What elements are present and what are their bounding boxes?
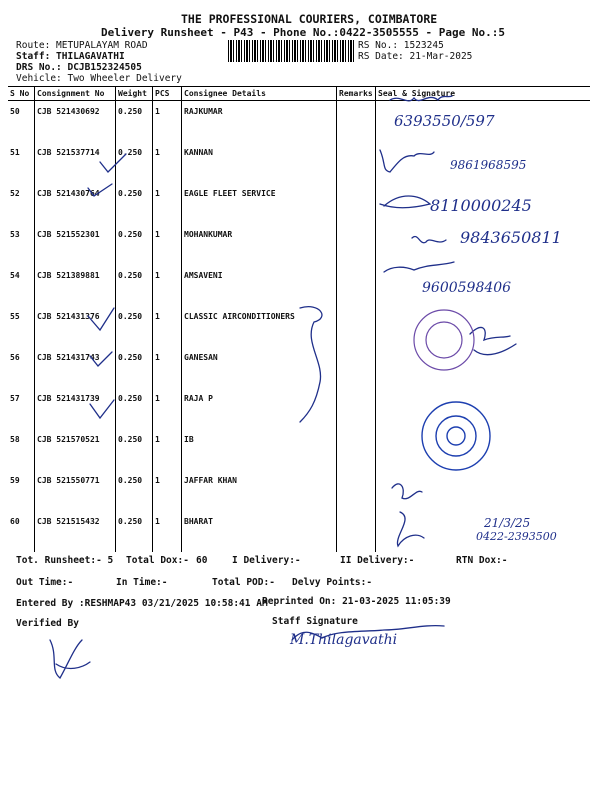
staff-text: Staff: THILAGAVATHI bbox=[16, 51, 125, 62]
rtn-dox: RTN Dox:- bbox=[456, 555, 508, 566]
row-pcs: 1 bbox=[153, 183, 182, 224]
col-weight: Weight bbox=[116, 87, 153, 101]
col-pcs: PCS bbox=[153, 87, 182, 101]
route-text: Route: METUPALAYAM ROAD bbox=[16, 40, 148, 51]
tick-mark bbox=[90, 352, 112, 366]
row-consignment-no: CJB 521431743 bbox=[35, 347, 116, 388]
row-consignee: KANNAN bbox=[182, 142, 337, 183]
row-consignee: RAJA P bbox=[182, 388, 337, 429]
bracket-mark bbox=[300, 307, 322, 422]
tot-runsheet: Tot. Runsheet:- 5 bbox=[16, 555, 114, 566]
tick-mark bbox=[90, 400, 114, 418]
col-consignee: Consignee Details bbox=[182, 87, 337, 101]
signature-56 bbox=[470, 327, 516, 354]
signature-60 bbox=[397, 512, 424, 546]
row-sno: 55 bbox=[10, 311, 20, 321]
handwritten-phone-60: 0422-2393500 bbox=[476, 530, 557, 543]
row-consignment-no: CJB 521431739 bbox=[35, 388, 116, 429]
row-consignment-no: CJB 521552301 bbox=[35, 224, 116, 265]
total-dox-label: Total Dox:- bbox=[126, 555, 189, 566]
row-consignment-no: CJB 521431376 bbox=[35, 306, 116, 347]
tick-mark bbox=[88, 308, 114, 330]
signature-54 bbox=[384, 262, 454, 272]
row-weight: 0.250 bbox=[116, 224, 153, 265]
rs-date: RS Date: 21-Mar-2025 bbox=[358, 51, 473, 62]
row-pcs: 1 bbox=[153, 142, 182, 183]
reprinted-on: Reprinted On: 21-03-2025 11:05:39 bbox=[262, 596, 451, 607]
row-sno: 59 bbox=[10, 475, 20, 485]
row-weight: 0.250 bbox=[116, 470, 153, 511]
entered-by: Entered By :RESHMAP43 03/21/2025 10:58:41 AM bbox=[16, 598, 268, 609]
handwritten-phone-53: 9843650811 bbox=[460, 228, 562, 247]
drs-number: DRS No.: DCJB152324505 bbox=[16, 62, 142, 73]
row-pcs: 1 bbox=[153, 470, 182, 511]
row-consignee: AMSAVENI bbox=[182, 265, 337, 306]
handwritten-phone-50: 6393550/597 bbox=[394, 112, 495, 130]
signature-52 bbox=[380, 196, 430, 208]
signature-51 bbox=[380, 150, 434, 172]
row-pcs: 1 bbox=[153, 511, 182, 552]
row-consignment-no: CJB 521515432 bbox=[35, 511, 116, 552]
row-pcs: 1 bbox=[153, 101, 182, 142]
delvy-points: Delvy Points:- bbox=[292, 577, 373, 588]
row-consignee: IB bbox=[182, 429, 337, 470]
row-sno: 60 bbox=[10, 516, 20, 526]
handwritten-phone-52: 8110000245 bbox=[430, 196, 532, 215]
signature-53 bbox=[412, 236, 446, 242]
handwritten-phone-51: 9861968595 bbox=[450, 158, 527, 172]
row-pcs: 1 bbox=[153, 224, 182, 265]
row-consignee: BHARAT bbox=[182, 511, 337, 552]
staff-signature-name: M.Thilagavathi bbox=[290, 632, 398, 648]
row-sno: 52 bbox=[10, 188, 20, 198]
signature-50 bbox=[390, 96, 452, 101]
row-consignee: GANESAN bbox=[182, 347, 337, 388]
col-sno: S No bbox=[8, 87, 35, 101]
runsheet-subtitle: Delivery Runsheet - P43 - Phone No.:0422-3505555 - Page No.:5 bbox=[101, 26, 505, 39]
row-consignment-no: CJB 521570521 bbox=[35, 429, 116, 470]
row-pcs: 1 bbox=[153, 347, 182, 388]
total-dox-value: 60 bbox=[196, 555, 208, 566]
row-consignment-no: CJB 521537714 bbox=[35, 142, 116, 183]
tick-mark bbox=[100, 154, 126, 172]
row-sno: 54 bbox=[10, 270, 20, 280]
col-consignment: Consignment No bbox=[35, 87, 116, 101]
signature-59 bbox=[392, 484, 422, 499]
total-pod: Total POD:- bbox=[212, 577, 275, 588]
row-pcs: 1 bbox=[153, 388, 182, 429]
company-seal-stamp bbox=[414, 310, 474, 370]
row-sno: 53 bbox=[10, 229, 20, 239]
row-sno: 56 bbox=[10, 352, 20, 362]
row-weight: 0.250 bbox=[116, 183, 153, 224]
row-consignment-no: CJB 521550771 bbox=[35, 470, 116, 511]
row-consignee: EAGLE FLEET SERVICE bbox=[182, 183, 337, 224]
row-consignee: JAFFAR KHAN bbox=[182, 470, 337, 511]
row-pcs: 1 bbox=[153, 306, 182, 347]
row-weight: 0.250 bbox=[116, 142, 153, 183]
row-pcs: 1 bbox=[153, 265, 182, 306]
company-title: THE PROFESSIONAL COURIERS, COIMBATORE bbox=[181, 12, 438, 26]
row-weight: 0.250 bbox=[116, 265, 153, 306]
row-sno: 50 bbox=[10, 107, 20, 116]
handwritten-date-60: 21/3/25 bbox=[484, 516, 531, 530]
row-weight: 0.250 bbox=[116, 306, 153, 347]
row-weight: 0.250 bbox=[116, 429, 153, 470]
col-seal-signature: Seal & Signature bbox=[376, 87, 591, 101]
row-weight: 0.250 bbox=[116, 388, 153, 429]
bank-seal-stamp bbox=[422, 402, 490, 470]
row-consignee: CLASSIC AIRCONDITIONERS bbox=[182, 306, 337, 347]
col-remarks: Remarks bbox=[337, 87, 376, 101]
row-sno: 51 bbox=[10, 147, 20, 157]
row-consignment-no: CJB 521430692 bbox=[35, 101, 116, 142]
row-consignment-no: CJB 521430764 bbox=[35, 183, 116, 224]
staff-signature-label: Staff Signature bbox=[272, 616, 358, 627]
row-sno: 58 bbox=[10, 434, 20, 444]
tick-mark bbox=[88, 184, 112, 196]
row-consignment-no: CJB 521389881 bbox=[35, 265, 116, 306]
handwritten-phone-54: 9600598406 bbox=[422, 280, 512, 296]
rs-number: RS No.: 1523245 bbox=[358, 40, 444, 51]
row-weight: 0.250 bbox=[116, 347, 153, 388]
row-consignee: MOHANKUMAR bbox=[182, 224, 337, 265]
row-weight: 0.250 bbox=[116, 101, 153, 142]
row-pcs: 1 bbox=[153, 429, 182, 470]
out-time: Out Time:- bbox=[16, 577, 74, 588]
ii-delivery: II Delivery:- bbox=[340, 555, 415, 566]
verified-by: Verified By bbox=[16, 618, 79, 629]
row-weight: 0.250 bbox=[116, 511, 153, 552]
row-sno: 57 bbox=[10, 393, 20, 403]
i-delivery: I Delivery:- bbox=[232, 555, 301, 566]
vehicle-text: Vehicle: Two Wheeler Delivery bbox=[16, 73, 182, 84]
verifier-signature-ink bbox=[50, 640, 90, 678]
row-consignee: RAJKUMAR bbox=[182, 101, 337, 142]
in-time: In Time:- bbox=[116, 577, 168, 588]
